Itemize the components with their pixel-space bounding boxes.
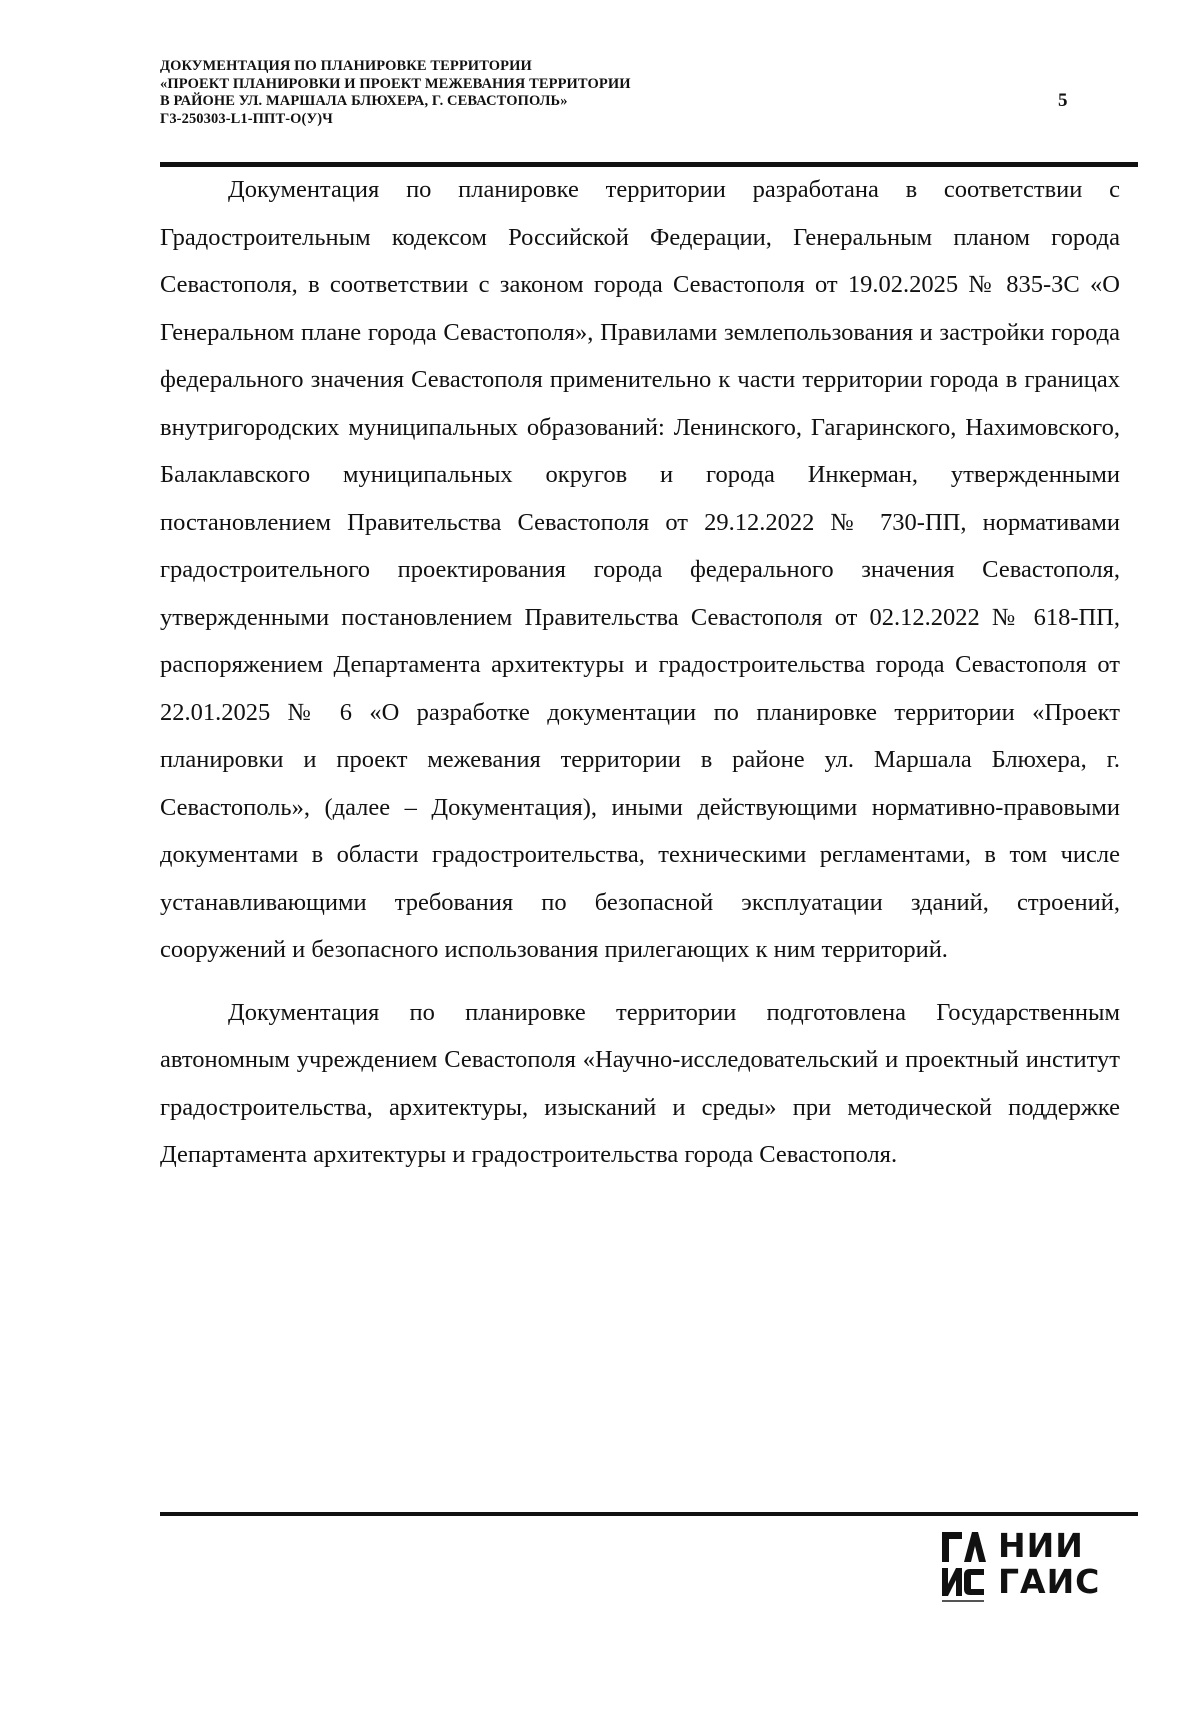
logo-wordmark [998,1528,1100,1600]
nii-gais-logo [940,1528,1140,1604]
logo-line-1: НИИ [998,1526,1084,1565]
document-code: Г3-250303-L1-ППТ-О(У)Ч [160,110,333,127]
body-paragraph-1: Документация по планировке территории разработана в соответствии с Градостроительным кодексом Российской Федерации, Генеральным планом города Севастополя, в соответствии с законом города Севастополя от 19.02.2025 № 835-ЗС «О Генеральном плане города Севастополя», Правилами землепользования и застройки города федерального значения Севастополя применительно к части территории города в границах внутригородских муниципальных образований: Ленинского, Гагаринского, Нахимовского, Балаклавского муниципальных округов и города Инкерман, утвержденными постановлением Правительства Севастополя от 29.12.2022 № 730-ПП, нормативами градостроительного проектирования города федерального значения Севастополя, утвержденными постановлением Правительства Севастополя от 02.12.2022 № 618-ПП, распоряжением Департамента архитектуры и градостроительства города Севастополя от 22.01.2025 № 6 «О разработке документации по планировке территории «Проект планировки и проект межевания территории в районе ул. Маршала Блюхера, г. Севастополь», (далее – Документация), иными действующими нормативно-правовыми документами в области градостроительства, техническими регламентами, в том числе устанавливающими требования по безопасной эксплуатации зданий, строений, сооружений и безопасного использования прилегающих к ним территорий. [160,176,1120,963]
footer-divider [160,1512,1138,1516]
document-header [160,58,880,128]
gais-logo-mark-icon [940,1528,986,1604]
header-line-2: «ПРОЕКТ ПЛАНИРОВКИ И ПРОЕКТ МЕЖЕВАНИЯ ТЕРРИТОРИИ [160,75,631,92]
header-line-3: В РАЙОНЕ УЛ. МАРШАЛА БЛЮХЕРА, Г. СЕВАСТОПОЛЬ» [160,93,568,109]
document-body [160,166,1120,1194]
logo-line-2: ГАИС [998,1562,1101,1601]
body-paragraph-2: Документация по планировке территории подготовлена Государственным автономным учреждением Севастополя «Научно-исследовательский и проектный институт градостроительства, архитектуры, изысканий и среды» при методической поддержке Департамента архитектуры и градостроительства города Севастополя. [160,998,1120,1168]
header-line-1: ДОКУМЕНТАЦИЯ ПО ПЛАНИРОВКЕ ТЕРРИТОРИИ [160,58,532,74]
page-number: 5 [1058,90,1068,111]
